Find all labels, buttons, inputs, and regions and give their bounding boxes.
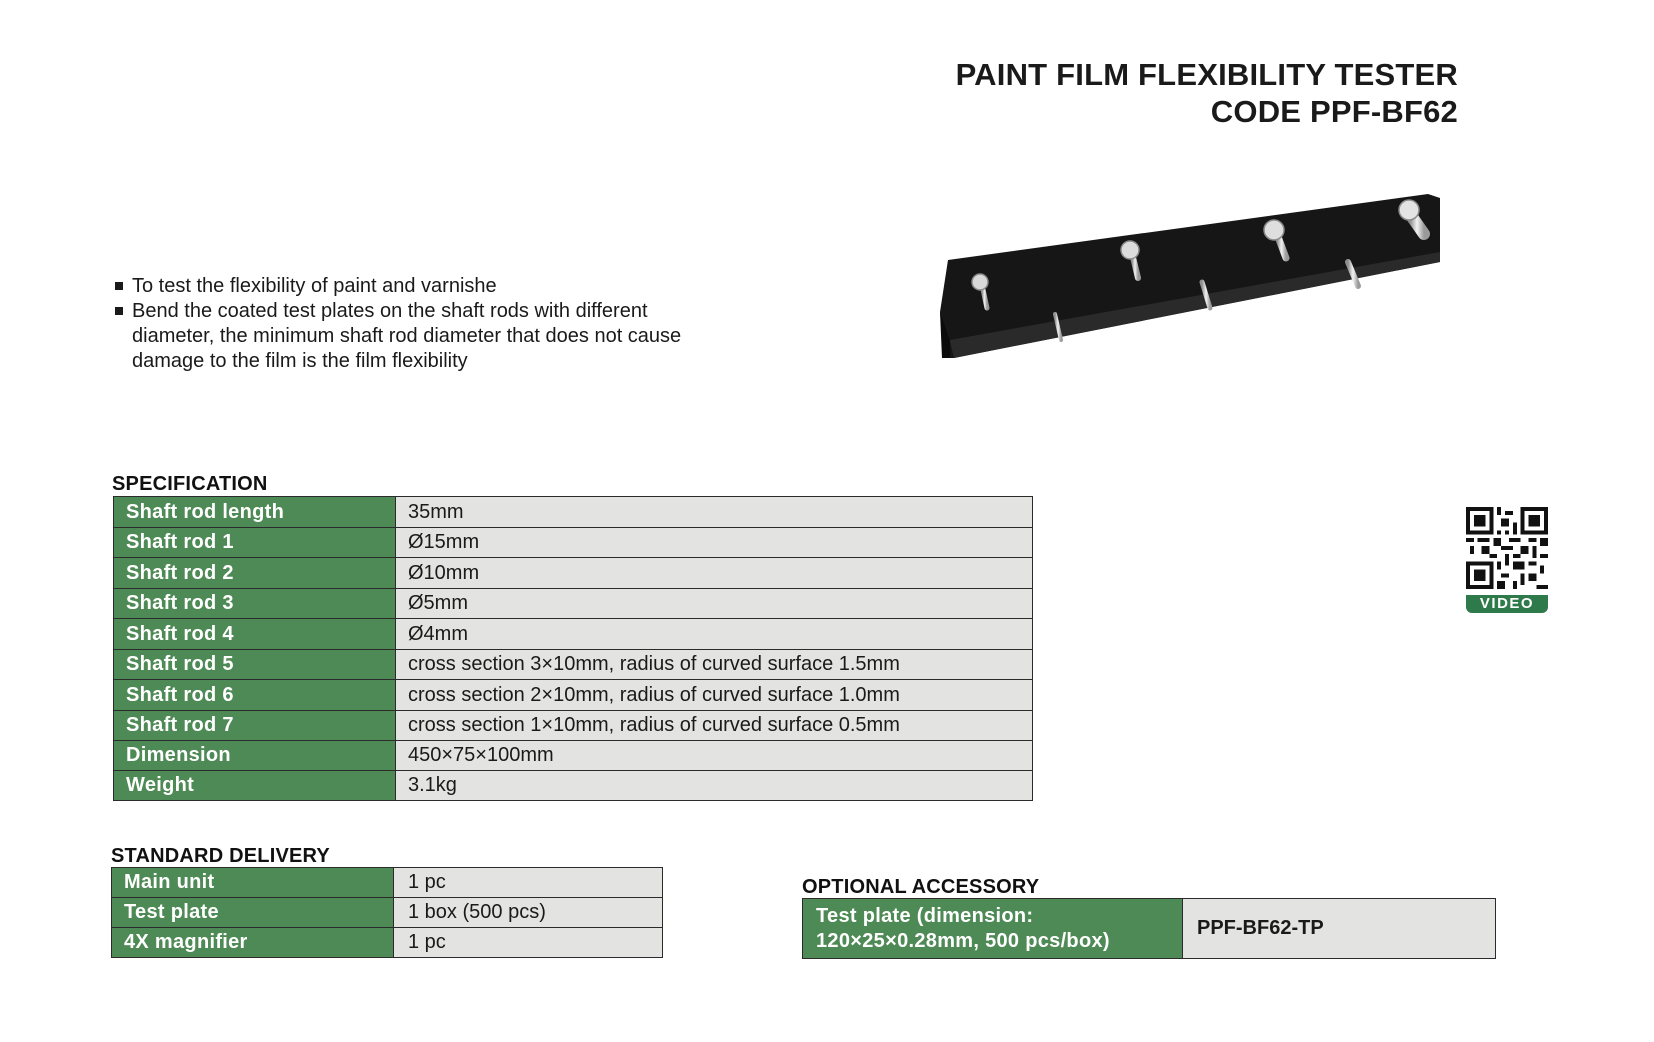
spec-label: Dimension (114, 741, 396, 771)
accessory-label-line: Test plate (dimension: (816, 904, 1034, 927)
optional-accessory-table (802, 898, 1496, 959)
delivery-label: Main unit (112, 868, 394, 898)
table-row (114, 680, 1033, 711)
table-row (114, 528, 1033, 558)
table-row (114, 741, 1033, 771)
spec-value: 35mm (396, 497, 1033, 528)
table-row (114, 497, 1033, 528)
spec-value: Ø10mm (396, 558, 1033, 589)
table-row (112, 928, 663, 958)
list-item: To test the flexibility of paint and varnishe (113, 274, 733, 299)
delivery-value: 1 box (500 pcs) (394, 898, 663, 928)
spec-label: Weight (114, 771, 396, 801)
spec-label: Shaft rod 4 (114, 619, 396, 650)
spec-label: Shaft rod 6 (114, 680, 396, 711)
standard-delivery-table (111, 867, 663, 958)
accessory-label (803, 899, 1183, 959)
table-row (112, 898, 663, 928)
product-code: CODE PPF-BF62 (1210, 94, 1458, 129)
spec-label: Shaft rod 2 (114, 558, 396, 589)
spec-label: Shaft rod 1 (114, 528, 396, 558)
table-row (114, 589, 1033, 619)
feature-list (113, 274, 733, 374)
spec-label: Shaft rod 5 (114, 650, 396, 680)
table-row (112, 868, 663, 898)
spec-value: cross section 1×10mm, radius of curved surface 0.5mm (396, 711, 1033, 741)
delivery-value: 1 pc (394, 868, 663, 898)
spec-value: Ø5mm (396, 589, 1033, 619)
spec-value: Ø4mm (396, 619, 1033, 650)
optional-accessory-title: OPTIONAL ACCESSORY (802, 876, 1040, 898)
delivery-value: 1 pc (394, 928, 663, 958)
table-row (114, 558, 1033, 589)
video-badge[interactable]: VIDEO (1466, 595, 1548, 613)
page-title (956, 56, 1458, 130)
table-row (114, 771, 1033, 801)
delivery-label: 4X magnifier (112, 928, 394, 958)
product-name: PAINT FILM FLEXIBILITY TESTER (955, 57, 1458, 92)
table-row (114, 619, 1033, 650)
specification-title: SPECIFICATION (112, 473, 268, 495)
video-qr-code[interactable] (1466, 507, 1548, 613)
spec-label: Shaft rod 7 (114, 711, 396, 741)
table-row (114, 711, 1033, 741)
table-row (114, 650, 1033, 680)
delivery-label: Test plate (112, 898, 394, 928)
spec-label: Shaft rod length (114, 497, 396, 528)
spec-value: 450×75×100mm (396, 741, 1033, 771)
accessory-code: PPF-BF62-TP (1183, 899, 1496, 959)
table-row (803, 899, 1496, 959)
list-item: Bend the coated test plates on the shaft rods with different diameter, the minimum shaft rod diameter that does not cause damage to the film is the film flexibility (113, 299, 733, 374)
product-image (940, 190, 1470, 360)
specification-table (113, 496, 1033, 801)
accessory-label-line: 120×25×0.28mm, 500 pcs/box) (816, 929, 1110, 952)
spec-label: Shaft rod 3 (114, 589, 396, 619)
qr-code-icon (1466, 507, 1548, 589)
spec-value: cross section 3×10mm, radius of curved surface 1.5mm (396, 650, 1033, 680)
spec-value: 3.1kg (396, 771, 1033, 801)
spec-value: cross section 2×10mm, radius of curved surface 1.0mm (396, 680, 1033, 711)
standard-delivery-title: STANDARD DELIVERY (111, 845, 330, 867)
spec-value: Ø15mm (396, 528, 1033, 558)
